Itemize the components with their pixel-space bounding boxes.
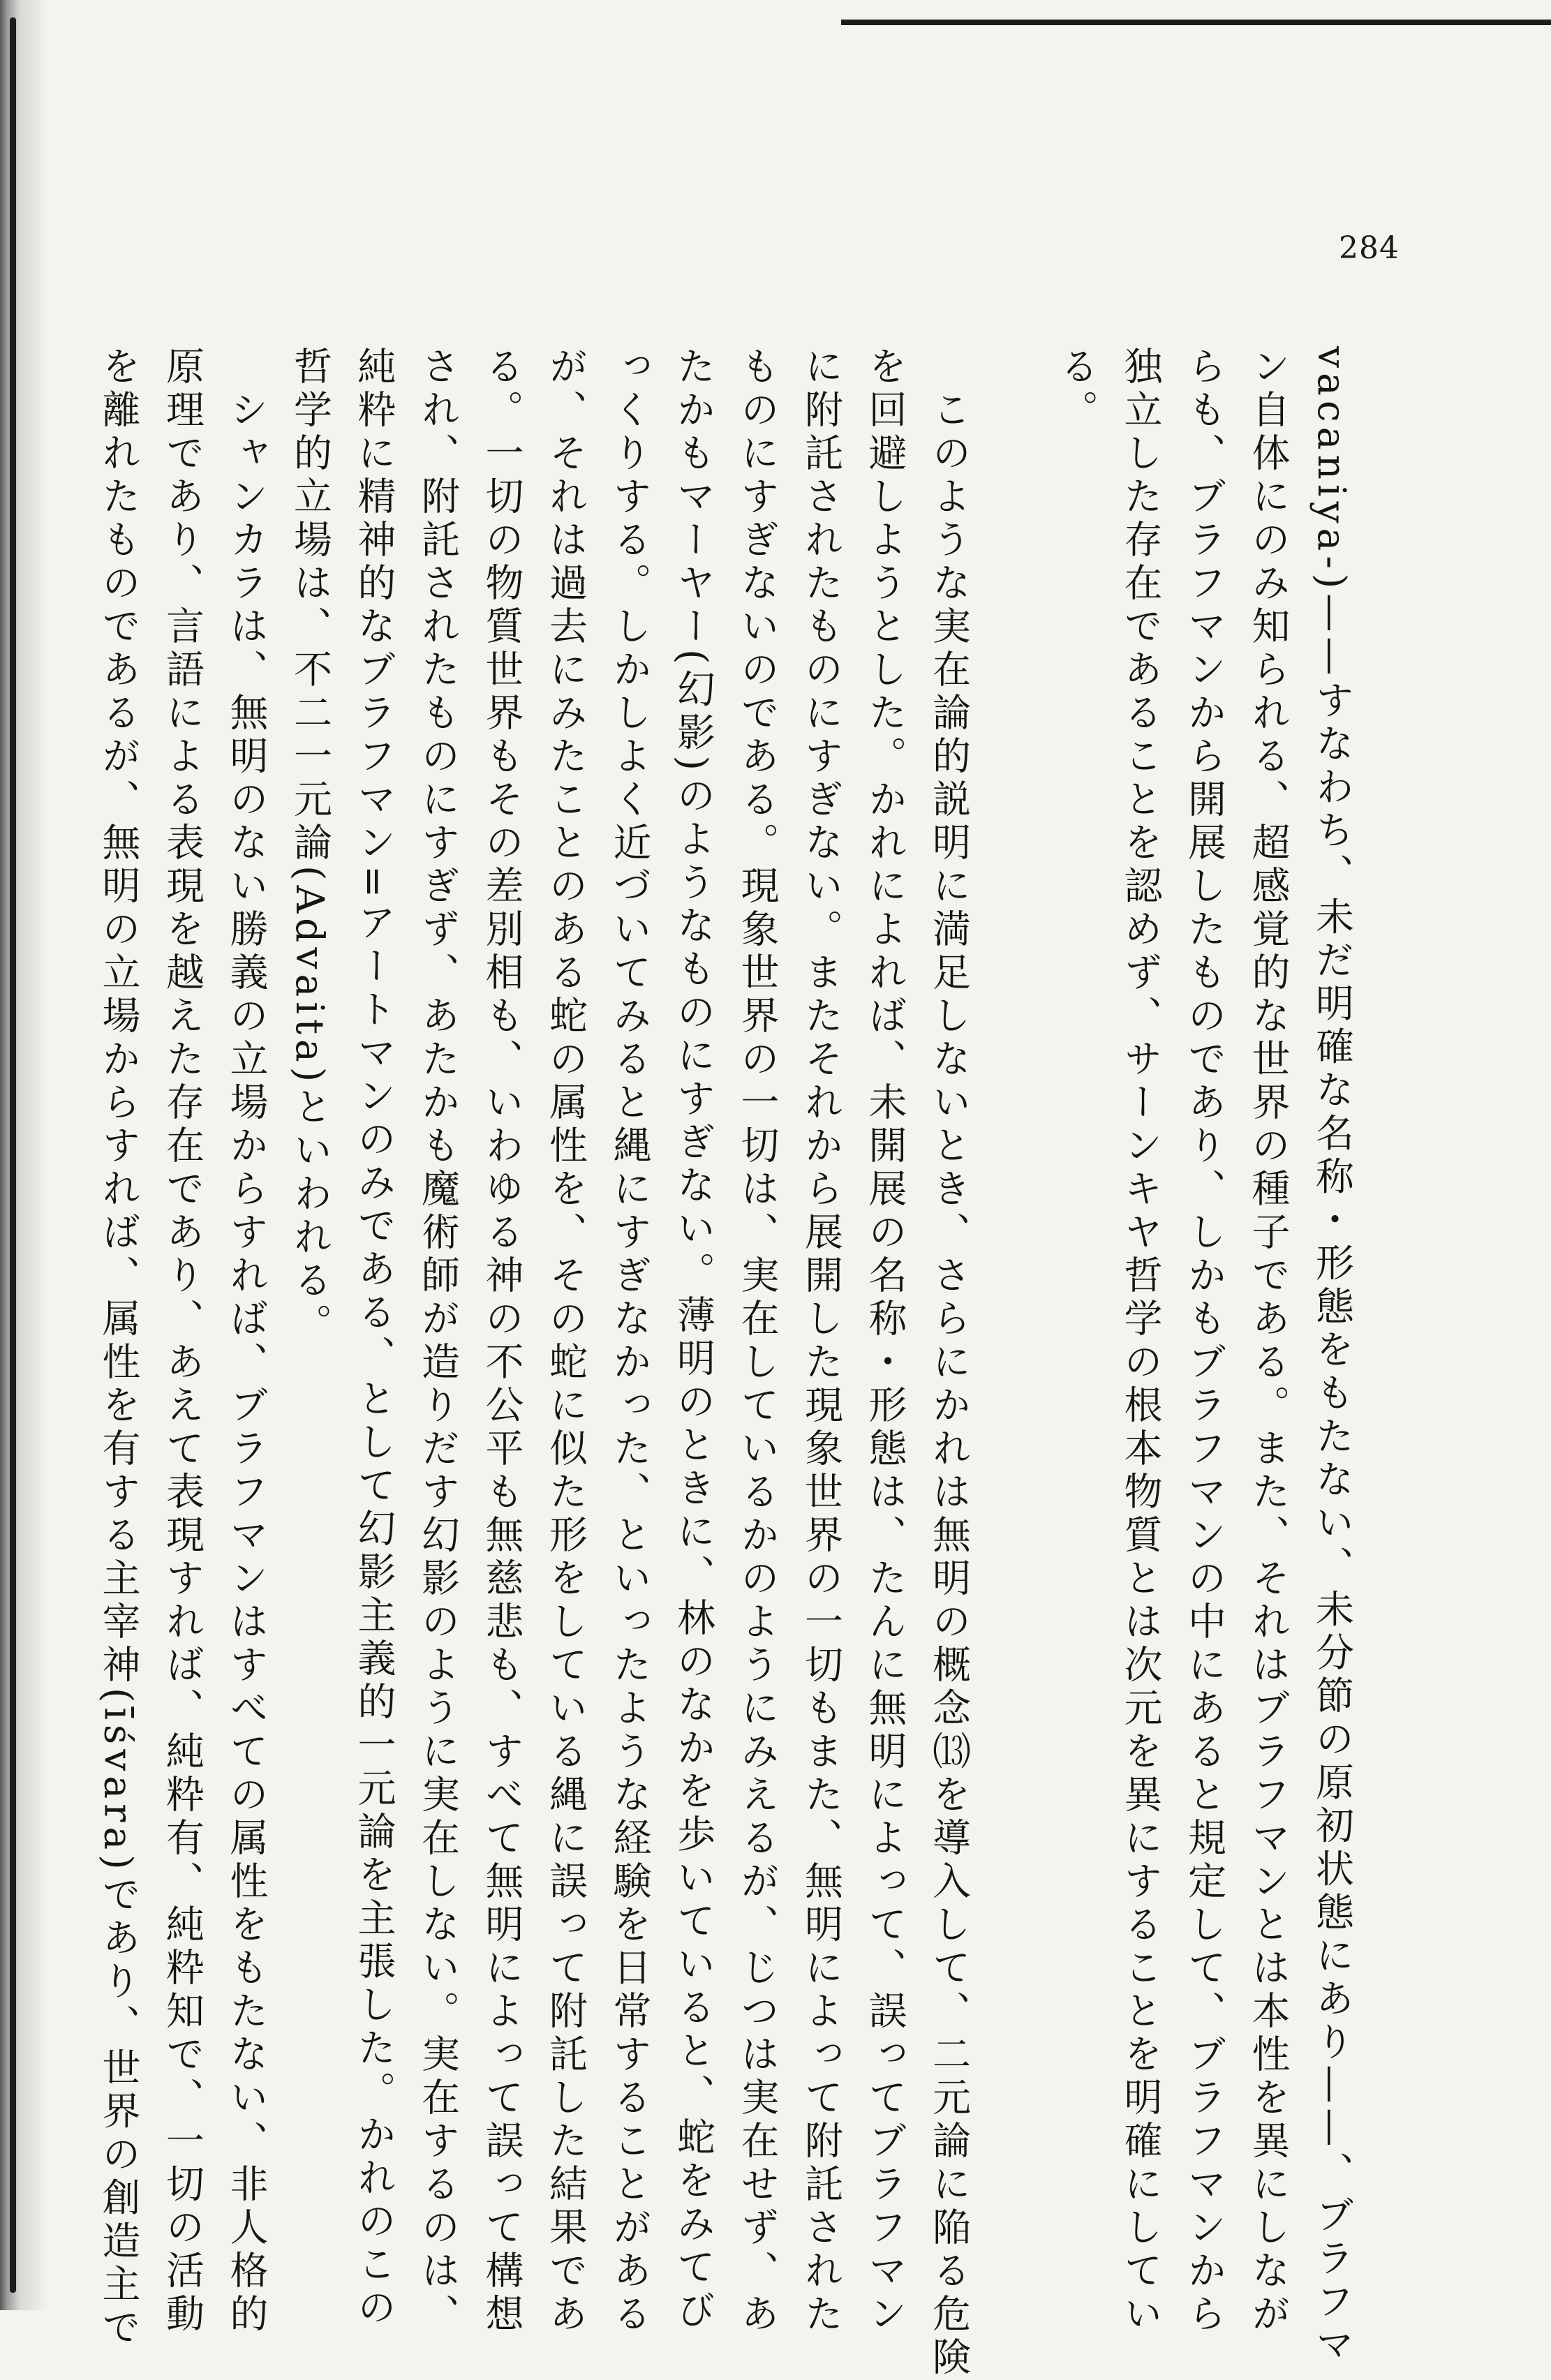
page-number: 284 — [1339, 230, 1400, 266]
text-column-12: っくりする。しかしよく近づいてみると縄にすぎなかった、といったような経験を日常することがある — [607, 346, 652, 2337]
text-column-20: を離れたものであるが、無明の立場からすれば、属性を有する主宰神(īśvara)であり、世界の創造主で — [96, 346, 141, 2351]
text-column-13: が、それは過去にみたことのある蛇の属性を、その蛇に似た形をしている縄に誤って附託した結果であ — [543, 346, 588, 2337]
text-column-9: に附託されたものにすぎない。またそれから展開した現象世界の一切もまた、無明によって附託された — [799, 346, 843, 2337]
top-rule — [841, 20, 1551, 25]
vertical-text-body — [94, 346, 1358, 2380]
text-column-4: 独立した存在であることを認めず、サーンキヤ哲学の根本物質とは次元を異にすることを明確にしてい — [1118, 346, 1163, 2337]
text-column-5: る。 — [1054, 346, 1099, 433]
text-column-14: る。一切の物質世界もその差別相も、いわゆる神の不公平も無慈悲も、すべて無明によって誤って構想 — [479, 346, 524, 2337]
text-column-10: ものにすぎないのである。現象世界の一切は、実在しているかのようにみえるが、じつは実在せず、あ — [734, 346, 780, 2337]
text-column-15: され、附託されたものにすぎず、あたかも魔術師が造りだす幻影のように実在しない。実在するのは、 — [415, 346, 460, 2337]
text-column-19: 原理であり、言語による表現を越えた存在であり、あえて表現すれば、純粋有、純粋知で、一切の活動 — [160, 346, 205, 2337]
text-column-blank — [988, 346, 1038, 2049]
text-column-3: らも、ブラフマンから開展したものであり、しかもブラフマンの中にあると規定して、ブラフマンから — [1182, 346, 1226, 2337]
text-column-11: たかもマーヤー(幻影)のようなものにすぎない。薄明のときに、林のなかを歩いていると、蛇をみてび — [671, 346, 715, 2333]
text-column-17: 哲学的立場は、不二一元論(Advaita)といわれる。 — [288, 346, 332, 1347]
text-column-1: vacaniya-)——すなわち、未だ明確な名称・形態をもたない、未分節の原初状態にあり——、ブラフマ — [1309, 346, 1354, 2368]
text-column-7: このような実在論的説明に満足しないとき、さらにかれは無明の概念⒀を導入して、二元論に陥る危険 — [926, 346, 971, 2380]
binding-line — [10, 17, 16, 2293]
text-column-16: 純粋に精神的なブラフマン=アートマンのみである、として幻影主義的一元論を主張した。かれのこの — [351, 346, 396, 2331]
page-edge-shadow — [0, 0, 49, 2310]
text-column-2: ン自体にのみ知られる、超感覚的な世界の種子である。また、それはブラフマンとは本性を異にしなが — [1245, 346, 1291, 2337]
text-column-8: を回避しようとした。かれによれば、未開展の名称・形態は、たんに無明によって、誤ってブラフマン — [862, 346, 907, 2337]
text-column-18: シャンカラは、無明のない勝義の立場からすれば、ブラフマンはすべての属性をもたない、非人格的 — [223, 346, 269, 2337]
